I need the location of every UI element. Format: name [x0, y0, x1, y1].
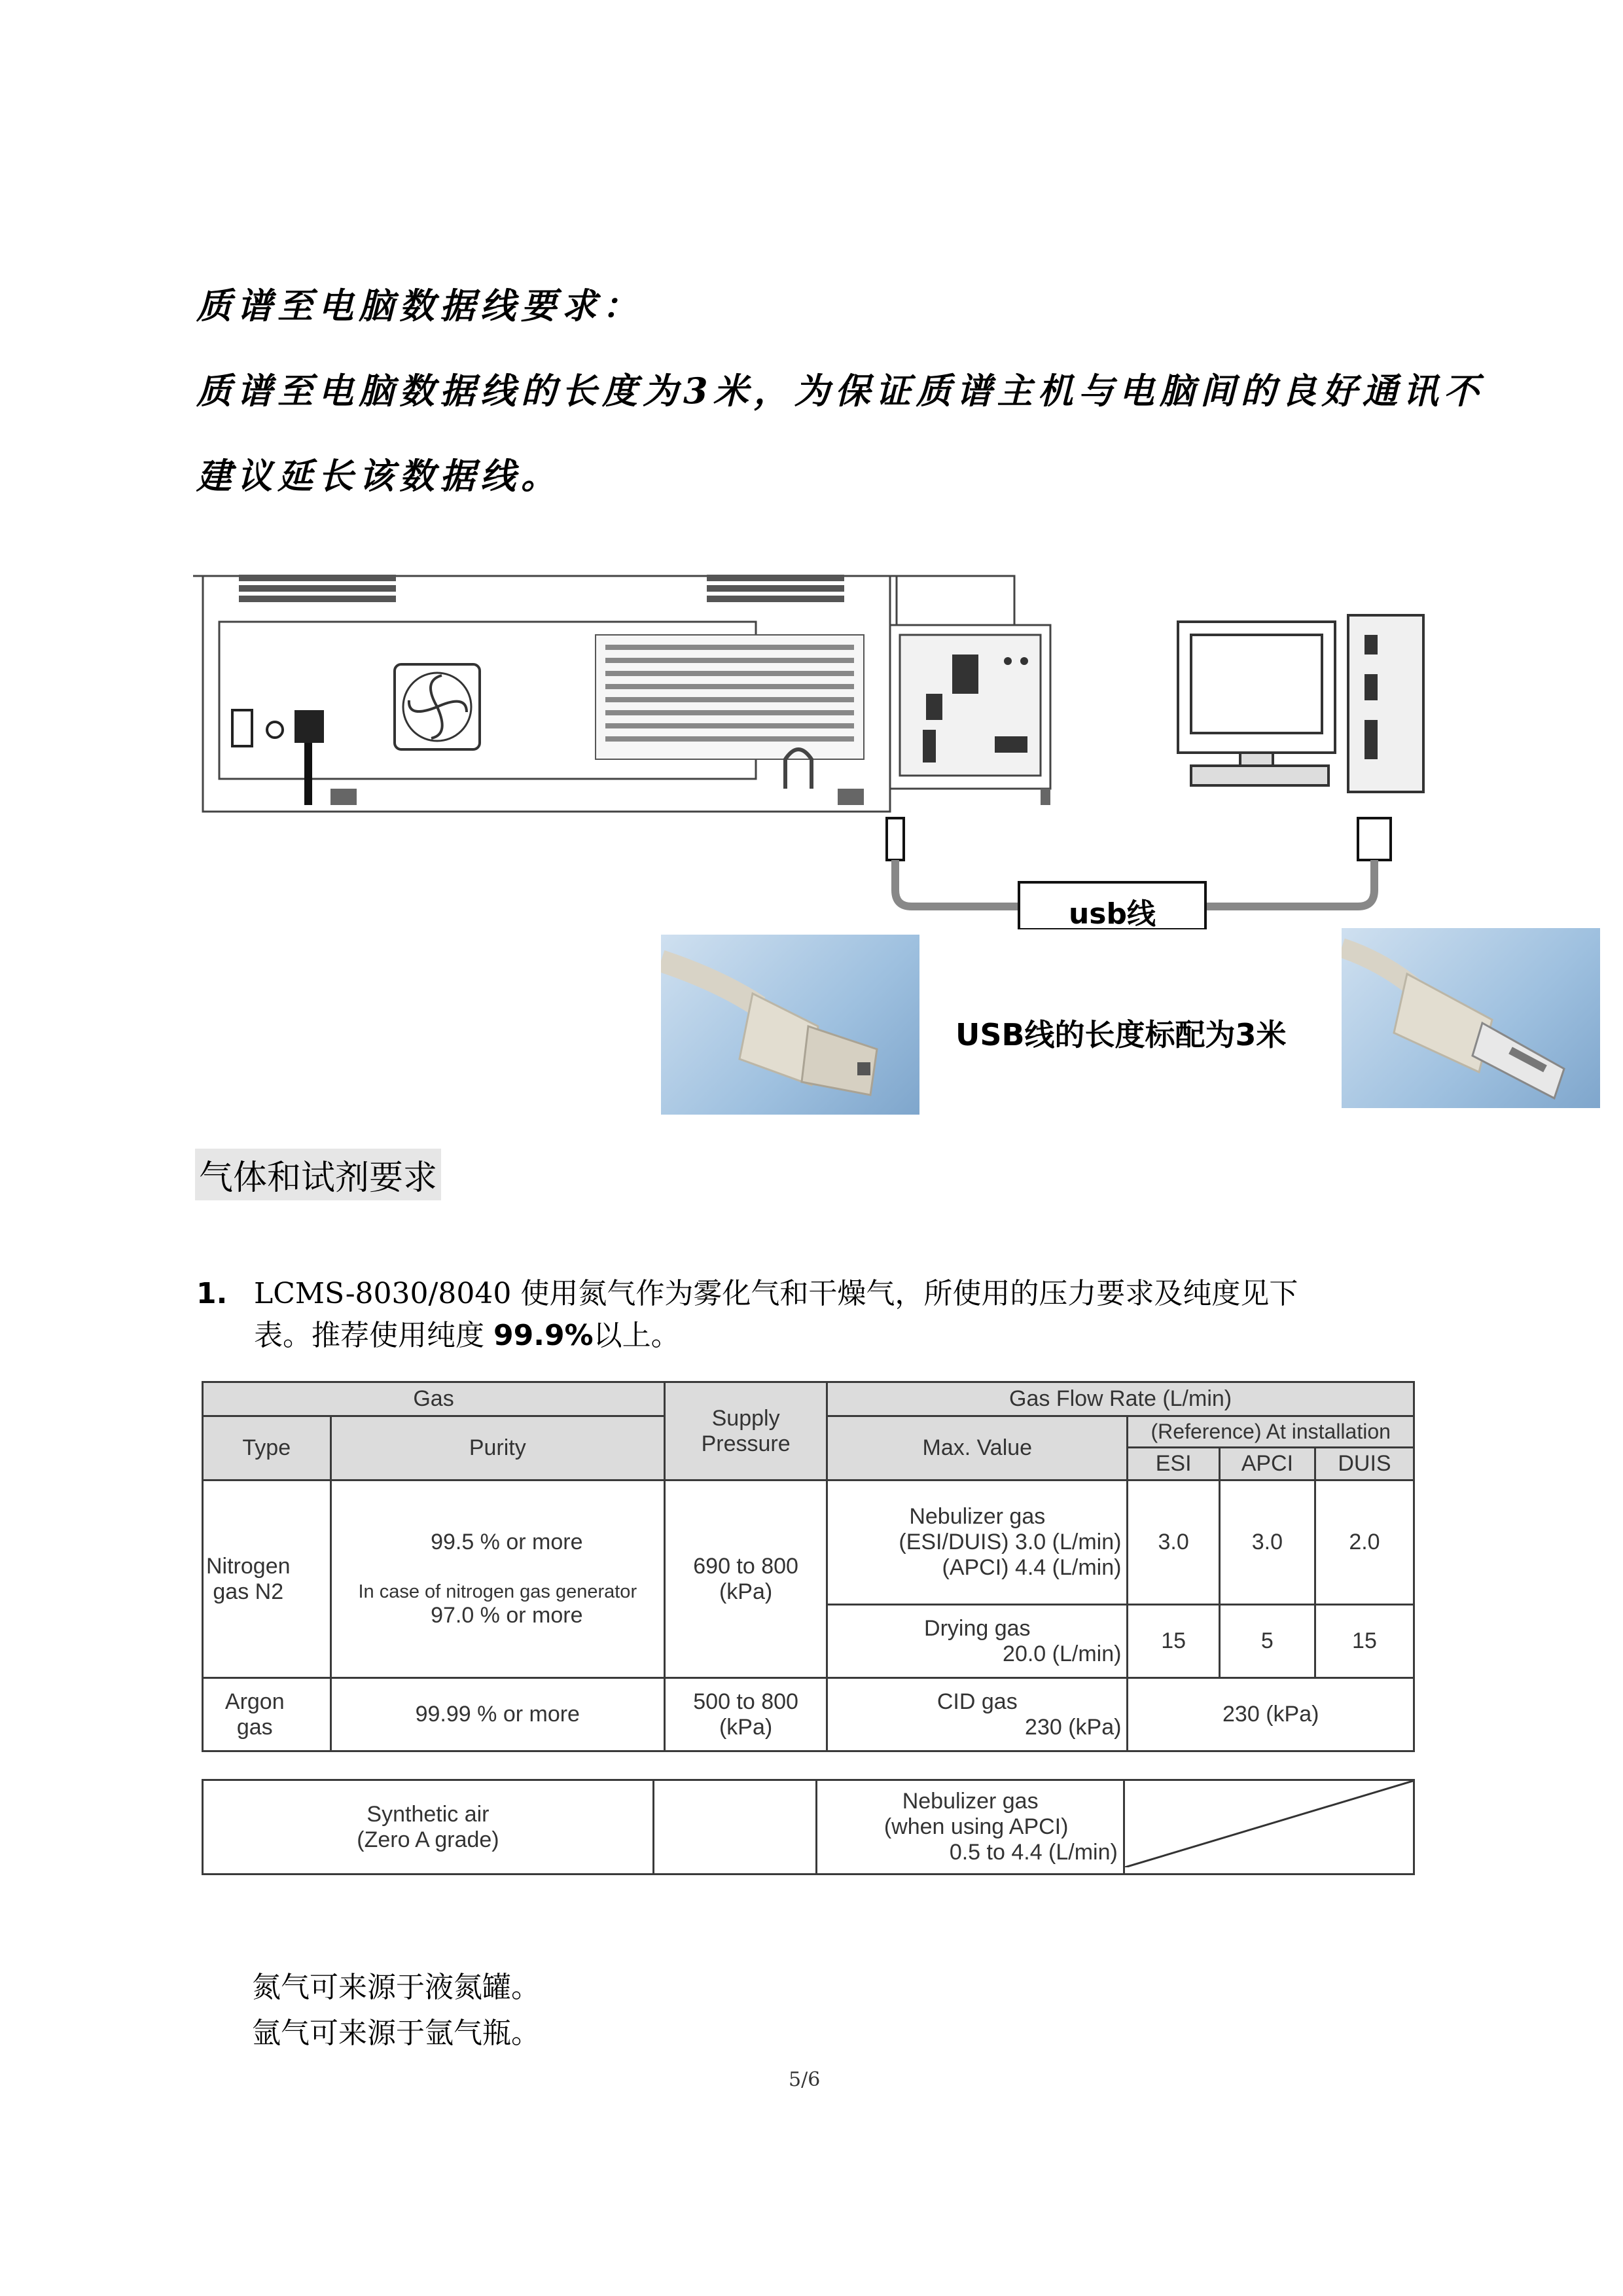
drying-label: Drying gas [924, 1615, 1031, 1641]
n2-purity: 99.5 % or more [431, 1530, 583, 1554]
synthetic-air-table [202, 1779, 1415, 1875]
header-apci: APCI [1219, 1448, 1315, 1480]
synthetic-nebulizer-cell [817, 1780, 1124, 1874]
nebulizer-esi-duis: (ESI/DUIS) 3.0 (L/min) [899, 1530, 1122, 1554]
header-esi: ESI [1128, 1448, 1219, 1480]
nebulizer-duis-value: 2.0 [1315, 1480, 1414, 1605]
header-line-3: 建议延长该数据线。 [196, 455, 562, 497]
cid-label: CID gas [936, 1689, 1018, 1714]
synthetic-type: Synthetic air [366, 1801, 490, 1827]
drying-cell [827, 1605, 1128, 1678]
header-gas: Gas [203, 1382, 665, 1416]
diagonal-strike [1125, 1781, 1413, 1867]
header-line-1: 质谱至电脑数据线要求： [196, 285, 643, 327]
cid-value: 230 (kPa) [1025, 1714, 1122, 1740]
note-argon-source: 氩气可来源于氩气瓶。 [252, 2017, 540, 2050]
drying-duis-value: 15 [1315, 1605, 1414, 1678]
gas-table [202, 1381, 1415, 1752]
header-supply-pressure: Supply Pressure [665, 1382, 827, 1480]
cid-cell [827, 1678, 1128, 1751]
ar-purity: 99.99 % or more [330, 1678, 665, 1751]
header-line-2: 质谱至电脑数据线的长度为3米，为保证质谱主机与电脑间的良好通讯不 [196, 370, 1484, 412]
item-text-a: 表。推荐使用纯度 [254, 1319, 493, 1352]
synthetic-grade: (Zero A grade) [357, 1827, 499, 1852]
cable-label: usb线 [1068, 897, 1156, 931]
note-nitrogen-source: 氮气可来源于液氮罐。 [252, 1971, 540, 2004]
drying-value: 20.0 (L/min) [1003, 1641, 1122, 1666]
cid-reference: 230 (kPa) [1128, 1678, 1414, 1751]
nebulizer-apci: (APCI) 4.4 (L/min) [942, 1555, 1122, 1580]
ar-type: Argon gas [203, 1678, 331, 1751]
drying-apci-value: 5 [1219, 1605, 1315, 1678]
item-text-line-2 [254, 1315, 1432, 1357]
n2-generator-purity: 97.0 % or more [431, 1603, 583, 1628]
header-purity: Purity [330, 1416, 665, 1480]
n2-purity-cell [330, 1480, 665, 1678]
item-purity: 99.9% [493, 1319, 594, 1352]
header-duis: DUIS [1315, 1448, 1414, 1480]
fan-icon [395, 664, 480, 749]
nebulizer-esi-value: 3.0 [1128, 1480, 1219, 1605]
drying-esi-value: 15 [1128, 1605, 1219, 1678]
usb-length-caption: USB线的长度标配为3米 [955, 1017, 1287, 1052]
synthetic-nebulizer-value: 0.5 to 4.4 (L/min) [949, 1840, 1118, 1865]
n2-generator-note: In case of nitrogen gas generator [358, 1581, 637, 1602]
header-reference: (Reference) At installation [1128, 1416, 1414, 1448]
usb-a-plug-photo [1342, 928, 1600, 1108]
synthetic-nebulizer-note: (when using APCI) [883, 1814, 1069, 1839]
page-number: 5/6 [789, 2068, 821, 2091]
nebulizer-label: Nebulizer gas [909, 1504, 1046, 1529]
synthetic-type-cell [203, 1780, 654, 1874]
nebulizer-apci-value: 3.0 [1219, 1480, 1315, 1605]
header-max-value: Max. Value [827, 1416, 1128, 1480]
synthetic-na-cell [1124, 1780, 1414, 1874]
synthetic-pressure-empty [653, 1780, 817, 1874]
n2-pressure: 690 to 800 (kPa) [665, 1480, 827, 1678]
instrument-pc-diagram [193, 563, 1436, 929]
item-text-line-1: LCMS-8030/8040 使用氮气作为雾化气和干燥气，所使用的压力要求及纯度见下 [254, 1277, 1298, 1310]
nebulizer-cell [827, 1480, 1128, 1605]
synthetic-nebulizer-label: Nebulizer gas [902, 1789, 1039, 1814]
ar-pressure: 500 to 800 (kPa) [665, 1678, 827, 1751]
usb-b-plug-photo [661, 935, 919, 1115]
item-number: 1. [196, 1277, 228, 1310]
section-heading: 气体和试剂要求 [195, 1149, 441, 1200]
item-text-b: 以上。 [593, 1319, 680, 1352]
header-type: Type [203, 1416, 331, 1480]
header-flow-rate: Gas Flow Rate (L/min) [827, 1382, 1414, 1416]
n2-type: Nitrogen gas N2 [203, 1480, 331, 1678]
